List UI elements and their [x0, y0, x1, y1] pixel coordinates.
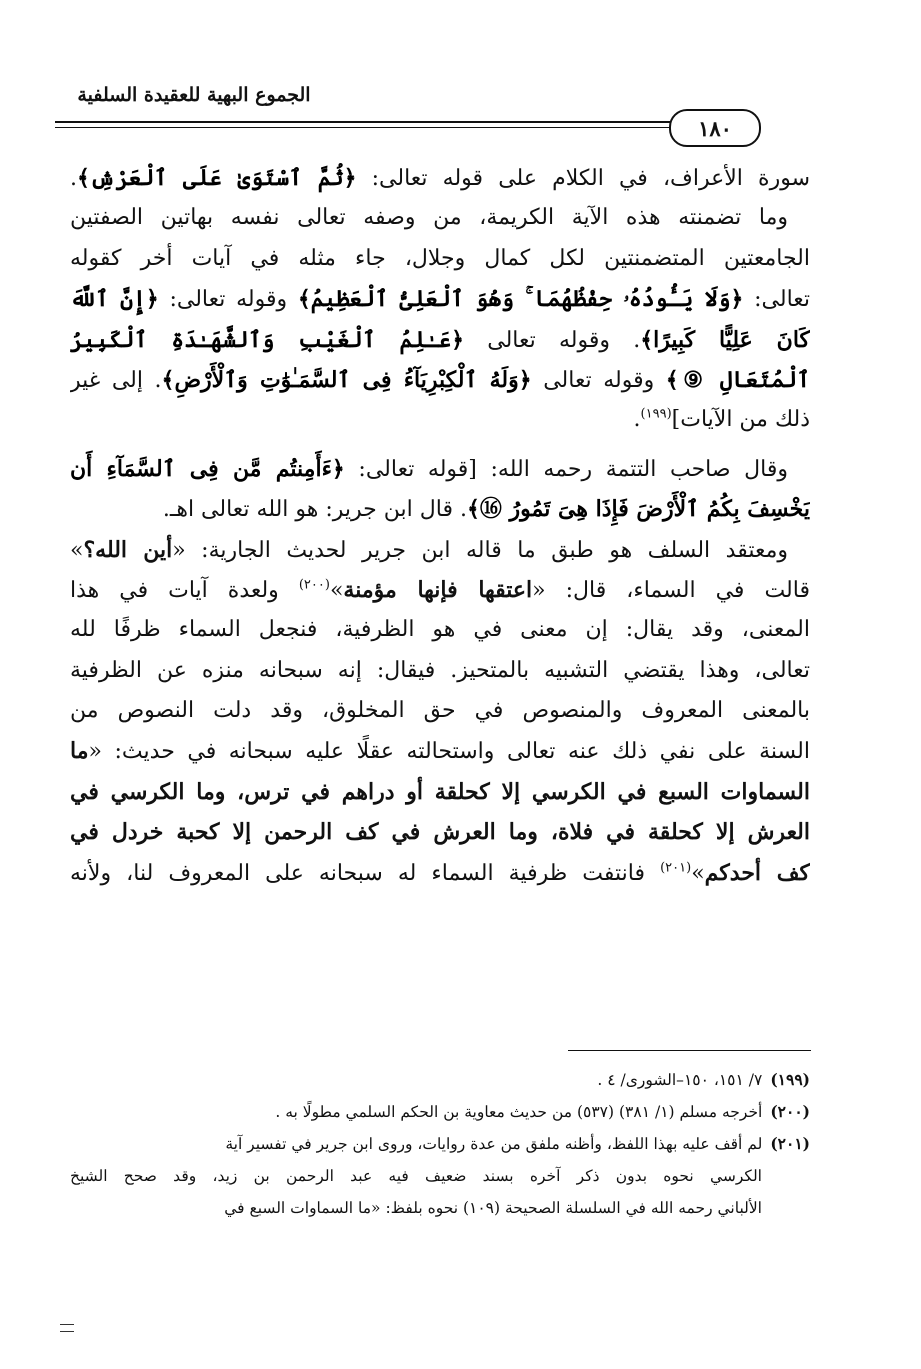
text-line: [70, 530, 810, 570]
footnote-number: (١٩٩): [770, 1070, 810, 1089]
footnote-text: ٧/ ١٥١، ١٥٠–الشورى/ ٤ .: [597, 1071, 763, 1089]
quran-verse: كَانَ عَلِيًّا كَبِيرًا﴾: [640, 326, 810, 353]
text-line: [70, 279, 810, 319]
footnote-ref: (٢٠١): [660, 860, 692, 876]
text-line: [70, 449, 810, 489]
header-rule: [55, 118, 755, 136]
footnote-separator: [568, 1050, 811, 1051]
main-text: [70, 158, 810, 893]
footnote-text: لم أقف عليه بهذا اللفظ، وأظنه ملفق من عدة روايات، وروى ابن جرير في تفسير آية: [225, 1135, 763, 1153]
hadith-text: كف أحدكم: [704, 859, 810, 886]
body-text: بالمعنى المعروف والمنصوص في حق المخلوق، وقد دلت النصوص من: [70, 698, 810, 724]
body-text: »: [691, 860, 705, 886]
header-rule-line: [55, 121, 675, 123]
text-line: [70, 570, 810, 610]
quran-verse: يَخْسِفَ بِكُمُ ٱلْأَرْضَ فَإِذَا هِىَ تَمُورُ ⑯﴾: [466, 496, 810, 523]
body-text: سورة الأعراف، في الكلام على قوله تعالى:: [356, 166, 810, 191]
text-line: [70, 320, 810, 360]
page-number: ١٨٠: [698, 115, 732, 141]
quran-verse: ﴿وَلَهُ ٱلْكِبْرِيَآءُ فِى ٱلسَّمَـٰوَٰتِ وَٱلْأَرْضِ﴾: [161, 366, 532, 393]
body-text: . قال ابن جرير: هو الله تعالى اهـ.: [162, 497, 467, 523]
text-line: [70, 400, 810, 440]
body-text: وقال صاحب التتمة رحمه الله: [قوله تعالى:: [344, 456, 789, 482]
footnote-ref: (١٩٩): [640, 407, 672, 423]
hadith-text: ما: [70, 738, 89, 765]
text-line: [70, 691, 810, 731]
text-line: [70, 239, 810, 279]
body-text: وقوله تعالى: [531, 367, 666, 393]
body-text: .: [633, 407, 641, 433]
page-corner-mark: [60, 1324, 74, 1332]
body-text: الجامعتين المتضمنتين لكل كمال وجلال، جاء مثله في آيات أخر كقوله: [70, 245, 810, 271]
body-text: ومعتقد السلف هو طبق ما قاله ابن جرير لحديث الجارية: «: [172, 537, 789, 563]
footnote-text: أخرجه مسلم (١/ ٣٨١) (٥٣٧) من حديث معاوية بن الحكم السلمي مطولًا به .: [275, 1103, 763, 1121]
text-line: [70, 489, 810, 529]
hadith-text: السماوات السبع في الكرسي إلا كحلقة أو دراهم في ترس، وما الكرسي في: [70, 778, 810, 805]
text-line: [70, 772, 810, 812]
text-line: [70, 360, 810, 400]
text-line: [70, 651, 810, 691]
body-text: ذلك من الآيات]: [671, 407, 810, 433]
text-line: [70, 853, 810, 893]
hadith-text: أين الله؟: [83, 536, 173, 563]
body-text: السنة على نفي ذلك عنه تعالى واستحالته عقلًا عليه سبحانه في حديث: «: [88, 739, 810, 765]
text-line: [70, 731, 810, 771]
body-text: ولعدة آيات في هذا: [70, 577, 299, 603]
text-line: [70, 198, 810, 238]
body-text: فانتفت ظرفية السماء له سبحانه على المعروف لنا، ولأنه: [70, 860, 661, 886]
footnote: [70, 1096, 810, 1128]
quran-verse: ﴿إِنَّ ٱللَّهَ: [70, 286, 159, 313]
footnote-ref: (٢٠٠): [298, 577, 330, 593]
footnote-number: (٢٠٠): [770, 1102, 810, 1121]
body-text: وما تضمنته هذه الآية الكريمة، من وصفه تعالى نفسه بهاتين الصفتين: [70, 205, 788, 231]
text-line: [70, 812, 810, 852]
hadith-text: العرش إلا كحلقة في فلاة، وما العرش في كف الرحمن إلا كحبة خردل في: [70, 819, 810, 846]
quran-verse: ﴿وَلَا يَـُٔودُهُۥ حِفْظُهُمَا ۚ وَهُوَ ٱلْعَلِىُّ ٱلْعَظِيمُ﴾: [297, 286, 744, 313]
header-rule-line: [55, 127, 675, 128]
body-text: . إلى غير: [70, 367, 162, 393]
hadith-text: اعتقها فإنها مؤمنة: [343, 576, 533, 603]
body-text: تعالى:: [743, 287, 810, 313]
body-text: المعنى، وقد يقال: إن معنى في هو الظرفية، فنجعل السماء ظرفًا لله: [70, 617, 810, 643]
footnote-number: (٢٠١): [770, 1134, 810, 1153]
quran-verse: ﴿عَـٰلِمُ ٱلْغَيْبِ وَٱلشَّهَـٰدَةِ ٱلْكَبِيرُ: [70, 326, 464, 353]
footnote-continuation: الكرسي نحوه بدون ذكر آخره بسند ضعيف فيه عبد الرحمن بن زيد، وقد صحح الشيخ: [70, 1167, 762, 1185]
footnote-continuation: الألباني رحمه الله في السلسلة الصحيحة (١٠٩) نحوه بلفظ: «ما السماوات السبع في: [224, 1199, 762, 1217]
paragraph-gap: [70, 441, 810, 449]
page-number-badge: [669, 109, 761, 147]
quran-verse: ٱلْمُتَعَالِ ⑨﴾: [665, 366, 810, 393]
text-line: [70, 158, 810, 198]
body-text: »: [70, 537, 84, 563]
quran-verse: ﴿ثُمَّ ٱسْتَوَىٰ عَلَى ٱلْعَرْشِ﴾: [77, 165, 357, 191]
body-text: وقوله تعالى:: [158, 287, 298, 313]
body-text: تعالى، وهذا يقتضي التشبيه بالمتحيز. فيقال: إنه سبحانه منزه عن الظرفية: [70, 657, 810, 683]
running-header-title: الجموع البهية للعقيدة السلفية: [77, 84, 311, 106]
body-text: .: [70, 166, 77, 191]
footnote: [70, 1064, 810, 1096]
footnote: [70, 1128, 810, 1160]
quran-verse: ﴿ءَأَمِنتُم مَّن فِى ٱلسَّمَآءِ أَن: [70, 455, 345, 482]
text-line: [70, 610, 810, 650]
body-text: . وقوله تعالى: [464, 327, 641, 353]
body-text: »: [329, 577, 344, 603]
footnotes: [70, 1064, 810, 1224]
body-text: قالت في السماء، قال: «: [532, 577, 810, 603]
